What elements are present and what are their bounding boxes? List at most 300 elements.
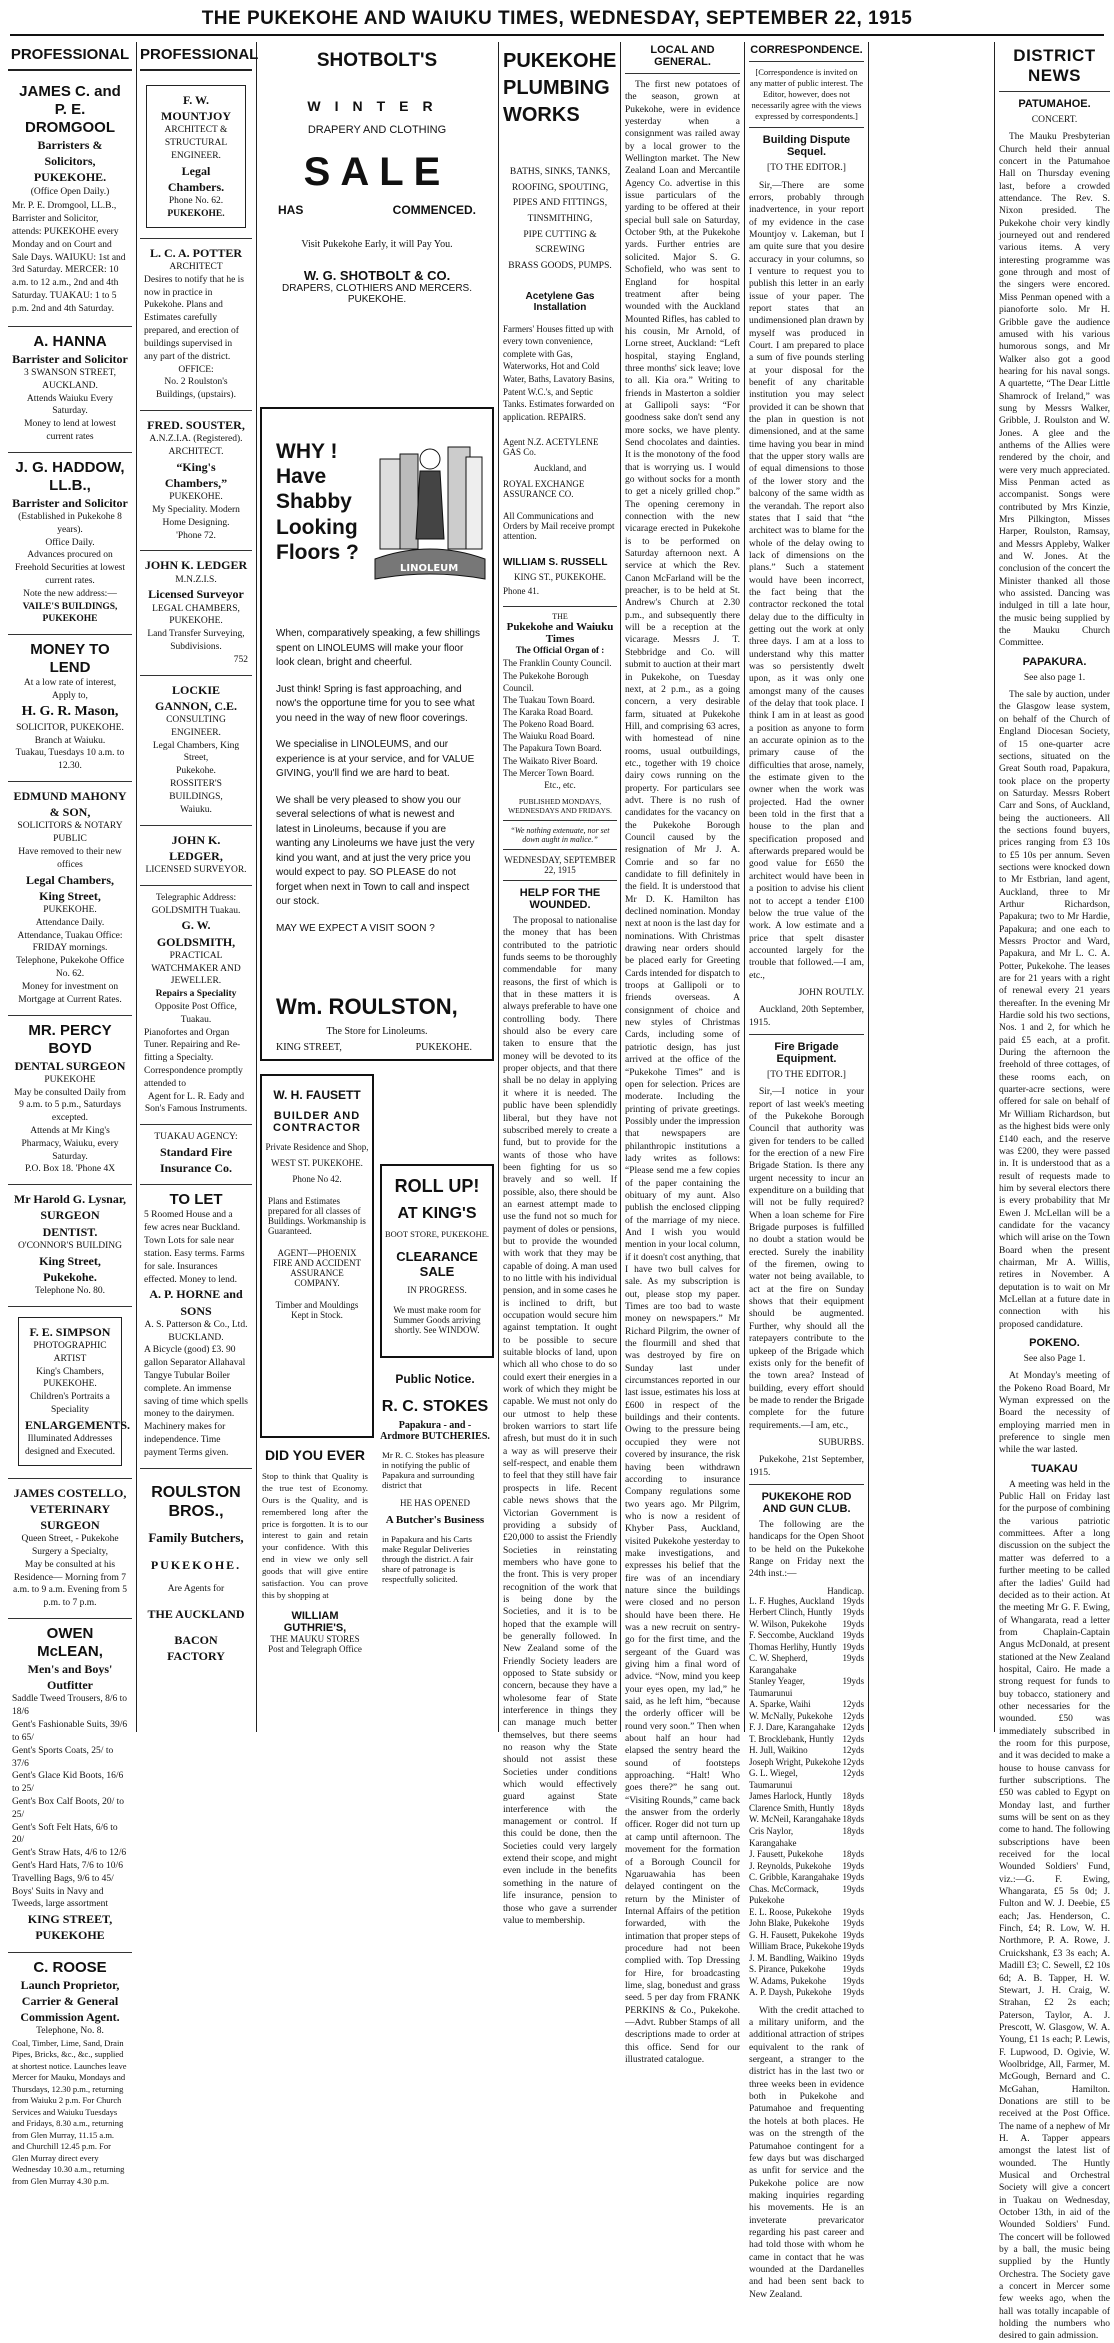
ad-town: PUKEKOHE. (43, 1379, 97, 1390)
handicap-name: Thomas Herlihy, Huntly (749, 1641, 837, 1652)
ad-note: O'CONNOR'S BUILDING (18, 1240, 122, 1251)
handicap-name: H. Jull, Waikino (749, 1745, 808, 1756)
article-patumahoe (999, 98, 1110, 650)
ad-note: OFFICE: (178, 364, 214, 375)
ad-role: SOLICITORS & NOTARY PUBLIC (17, 821, 123, 845)
ad-name: A. HANNA (33, 332, 107, 350)
ad-name: MONEY TO LEND (30, 641, 110, 677)
price-item: Gent's Fashionable Suits, 39/6 to 65/ (12, 1720, 128, 1743)
table-row (749, 1699, 864, 1711)
article-title: Building Dispute Sequel. (762, 134, 851, 159)
handicap-name: E. L. Roose, Pukekohe (749, 1906, 832, 1917)
ad-body: We specialise in LINOLEUMS, and our experience is at your service, and for VALUE GIVING, you'll find we are hard to beat. (276, 739, 475, 779)
handicap-name: W. Adams, Pukekohe (749, 1975, 827, 1986)
ad-address: King Street, Pukekohe. (39, 1253, 101, 1284)
ad-note: My Speciality. Modern Home Designing. (152, 504, 240, 528)
ad-phone: Phone No 42. (292, 1174, 342, 1184)
article-body: At Monday's meeting of the Pokeno Road Board, Mr Wyman expressed on the Board the necessity of employing married men in preference to single men while the war lasted. (999, 1371, 1110, 1456)
handicap-yards: 12yds (842, 1699, 864, 1710)
handicap-yards: 19yds (842, 1975, 864, 1986)
ad-headline: PLUMBING (503, 77, 610, 99)
ad-address: Opposite Post Office, Tuakau. (155, 1001, 237, 1025)
ad-mclean (8, 1619, 132, 1953)
ad-note: Are Agents for (167, 1583, 225, 1594)
table-row (749, 1619, 864, 1631)
ad-name: H. G. R. Mason, (21, 703, 119, 719)
ad-note: THE MAUKU STORES (270, 1633, 360, 1644)
ad-town: PUKEKOHE. (43, 905, 97, 916)
handicap-yards: 19yds (842, 1941, 864, 1952)
handicap-yards: 19yds (842, 1872, 864, 1883)
ad-role: SURGEON DENTIST. (40, 1208, 100, 1239)
handicap-yards: 12yds (842, 1745, 864, 1756)
ad-tuakau-agency (140, 1125, 252, 1185)
article-title: PATUMAHOE. (1018, 98, 1091, 110)
ad-role: PRACTICAL WATCHMAKER AND JEWELLER. (151, 950, 241, 987)
ad-name: OWEN McLEAN, (37, 1625, 103, 1661)
ad-name: EDMUND MAHONY & SON, (13, 789, 127, 820)
ad-name: A. P. HORNE and SONS (149, 1287, 243, 1318)
handicap-yards: 19yds (842, 1641, 864, 1652)
ad-address: 3 SWANSON STREET, AUCKLAND. (24, 367, 116, 391)
column-heading: PROFESSIONAL (140, 42, 252, 71)
ad-cred: M.N.Z.I.S. (175, 574, 217, 585)
article-title: POKENO. (1029, 1337, 1080, 1349)
ad-body: Just think! Spring is fast approaching, and now's the opportune time for you to see what you need in the way of new floor coverings. (276, 683, 475, 724)
ad-note: Money to lend at lowest current rates (24, 419, 116, 442)
ad-role: Barristers & Solicitors, (37, 138, 103, 169)
ad-body: At a low rate of interest, (23, 678, 117, 689)
ad-note: (Established in Pukekohe 8 years). (18, 511, 122, 535)
article-title: TUAKAU (1031, 1462, 1078, 1475)
table-row (749, 1930, 864, 1942)
article-tuakau (999, 1463, 1110, 2343)
article-body: With the credit attached to a military uniform, and the additional attraction of stripes equivalent to the rank of sergeant, a stranger to the district has in the last two or three weeks been in evidence both in Pukekohe and Patumahoe and frequenting the hotels at both places. He was on the strength of the Patumahoe contingent for a few days but was discharged as unfit for service and the Pukekohe police are now making inquiries regarding his movements. He is an inveterate prevaricator regarding his past career and had told those with whom he came in contact that he was wounded at the Dardanelles and had been sent back to New Zealand. (749, 2005, 864, 2300)
table-row (749, 1918, 864, 1930)
organ-list (503, 657, 617, 791)
handicap-yards: 19yds (842, 1987, 864, 1998)
article-title: LOCAL AND GENERAL. (650, 44, 715, 68)
ad-phone: 'Phone 72. (176, 530, 216, 541)
ad-headline: Acetylene Gas Installation (525, 290, 595, 313)
handicap-name: Herbert Clinch, Huntly (749, 1607, 833, 1618)
handicap-yards: 19yds (842, 1860, 864, 1871)
ad-note: AGENT—PHOENIX FIRE AND ACCIDENT ASSURANCE COMPANY. (272, 1248, 361, 1288)
ad-headline: PUKEKOHE (503, 50, 617, 72)
ad-town: PUKEKOHE. (169, 616, 223, 627)
list-item: The Karaka Road Board. (503, 707, 593, 718)
article-subtitle: CONCERT. (1031, 115, 1078, 125)
ad-phone: Phone No. 62. (168, 196, 224, 207)
handicap-name: W. McNally, Pukekohe (749, 1710, 833, 1721)
ad-name: LOCKIE GANNON, C.E. (154, 682, 237, 713)
ad-body: Have removed to their new offices (18, 847, 122, 870)
handicap-name: Joseph Wright, Pukekohe (749, 1756, 841, 1767)
table-row (749, 1814, 864, 1826)
article-note: See also page 1. (1023, 672, 1086, 683)
article-body: The following are the handicaps for the Open Shoot to be held on the Pukekohe Range on Friday next the 24th inst.:— (749, 1519, 864, 1580)
ad-name: JOHN K. LEDGER (144, 558, 248, 573)
ad-souster (140, 411, 252, 551)
ad-phone: Telephone No. 80. (34, 1285, 106, 1296)
column-plumbing-and-editorial (503, 42, 617, 1926)
masthead-title: THE PUKEKOHE AND WAIUKU TIMES, WEDNESDAY, SEPTEMBER 22, 1915 (201, 8, 913, 29)
handicap-yards: 19yds (842, 1676, 864, 1687)
article-pokeno (999, 1337, 1110, 1457)
handicap-yards: 18yds (842, 1802, 864, 1813)
handicap-name: J. Reynolds, Pukekohe (749, 1860, 831, 1871)
handicap-yards: 19yds (842, 1964, 864, 1975)
ad-name: TO LET (169, 1191, 223, 1209)
ad-role: LICENSED SURVEYOR. (145, 864, 247, 875)
ad-headline: ROLL UP! (394, 1176, 480, 1196)
ad-body: May be consulted Daily from 9 a.m. to 5 p.m., Saturdays excepted. (14, 1087, 126, 1124)
column-rule (498, 42, 499, 1732)
handicap-yards: 12yds (842, 1710, 864, 1721)
handicap-yards: 19yds (842, 1952, 864, 1963)
article-papakura (999, 656, 1110, 1331)
column-rule (620, 42, 621, 1732)
price-item: Gent's Glace Kid Boots, 16/6 to 25/ (12, 1771, 124, 1795)
table-row (749, 1953, 864, 1965)
ad-headline: WORKS (503, 104, 580, 126)
ad-body: Children's Portraits a Speciality (30, 1392, 110, 1416)
article-body: The proposal to nationalise the money that has been contributed to the patriotic funds seems to be thoroughly commendable for many reasons, the first of which is that in these matters it is always preferable to have one controlling body. There should also be every care taken to ensure that the money will be devoted to its proper objects, and that there shall be no delay in applying it where it is needed. The public have been splendidly liberal, but they have not subscribed merely to create a fund, but to provide for the wants of those who have been fighting for us so bravely and so well. If possible, also, there should be an earnest attempt made to use the fund not so much for payment of doles or pensions, but to provide the wounded with work that they may be capable of doing. A man used to no little with his individual pension, and in some cases he is inclined to drift, but occupation would secure him against temptation. It ought to be possible to secure suitable blocks of land, upon which all who chose to do so could exert their energies in a work of which they might be capable. We must not only do our utmost to help these broken warriors to start life afresh, but must do it in such a way as will preserve their self-respect, and enable them to feel that they still have fair prospects in life. Recent cable news shows that the Victorian Government is providing a subsidy of £20,000 to assist the Friendly Societies in reinstating members who have gone to the front. This is very proper recognition of the work that is being done by the Societies, and it is to be hoped that the example will be generally followed. In New Zealand some of the Friendly Society leaders are opposed to State subsidy or concern, because they have a wholesome fear of State interference in things they can manage much better themselves, but there seems no reason why the State should not assist these Societies under conditions which would effectively guard against State interference with the management or control. If this could be done, then the Societies could very largely extend their scope, and might even include in the benefits something in the nature of life insurance, pension to those who gave a surrender value to membership. (503, 916, 617, 1926)
ad-mountjoy (140, 77, 252, 239)
ad-address: No. 2 Roulston's Buildings, (upstairs). (156, 377, 236, 401)
ad-headline: SALE (303, 150, 451, 194)
ad-name: TUAKAU AGENCY: (154, 1132, 238, 1143)
ad-brand: LINOLEUM (400, 563, 459, 574)
ad-address: KING STREET, PUKEKOHE (27, 1912, 113, 1943)
ad-name: JAMES C. and P. E. DROMGOOL (19, 83, 121, 136)
ad-hanna (8, 327, 132, 453)
ad-town: PUKEKOHE. (33, 170, 107, 185)
ad-note: Note the new address:— (23, 588, 117, 599)
article-note: See also Page 1. (1023, 1354, 1086, 1364)
ad-note: A Butcher's Business (385, 1514, 485, 1526)
column-local-and-general (625, 42, 740, 2065)
ad-address: VAILE'S BUILDINGS, PUKEKOHE (22, 601, 118, 625)
article-date: Pukekohe, 21st September, 1915. (749, 1455, 864, 1478)
ad-town: PUKEKOHE. (150, 1557, 242, 1572)
table-row (749, 1791, 864, 1803)
handicap-name: A. P. Daysh, Pukekohe (749, 1987, 832, 1998)
article-title: PAPAKURA. (1022, 655, 1087, 668)
column-correspondence (749, 42, 864, 2300)
ad-role: Barrister and Solicitor (12, 351, 128, 366)
ad-line: Looking (276, 515, 358, 539)
section-title: DISTRICT NEWS (1013, 46, 1096, 85)
column-rule (256, 42, 257, 1732)
handicap-yards: 18yds (842, 1825, 864, 1836)
column-heading: PROFESSIONAL (8, 42, 132, 71)
ad-body: When, comparatively speaking, a few shillings spent on LINOLEUMS will make your floor look clean, bright and cheerful. (276, 628, 480, 668)
handicap-yards: 19yds (842, 1918, 864, 1929)
ad-body: Pianofortes and Organ Tuner. Repairing and Re-fitting a Specialty. Correspondence promptly attended to (144, 1027, 243, 1089)
ad-town: BUCKLAND. (168, 1332, 224, 1343)
table-row (749, 1722, 864, 1734)
ad-line: COMMENCED. (392, 203, 476, 217)
article-body: The Mauku Presbyterian Church held their annual concert in the Patumahoe Hall on Thursday evening last, before a crowded attendance. The Rev. S. Nixon presided. The Pukekohe choir very kindly journeyed out and rendered various items. A very interesting programme was gone through and most of the singers were encored. Miss Penman opened with a pianoforte solo. Mr H. Gribble gave the audience amused with his various humorous songs, and Mr Walker also got a good hearing for his naval songs. A quartette, “The Dear Little Shamrock of Ireland,” was sung by Messrs Walker, Gribble, J. Roulston and W. Jones. A glee and the anthems of the Allies were rendered by the choir, and were very much appreciated. Miss Penman acted as accompanist. Songs were contributed by Mrs Kinzie, Mrs Pilkington, Misses Harper, Roulston, Ramsay, and Messrs Appleby, Walker and W. Jones. At the conclusion of the concert the Minister thanked all those who assisted. Dancing was indulged in till a late hour, the music being supplied by the Mauku Church Committee. (999, 132, 1110, 649)
ad-roll-up (380, 1164, 494, 1358)
ad-note: Surgery a Specialty, (32, 1547, 108, 1558)
ad-role: DENTAL SURGEON (14, 1058, 126, 1073)
article-title: PUKEKOHE ROD AND GUN CLUB. (761, 1490, 852, 1515)
ad-name: Mr Harold G. Lysnar, (13, 1192, 127, 1207)
article-note: [TO THE EDITOR.] (767, 163, 846, 174)
ad-body: Coal, Timber, Lime, Sand, Drain Pipes, Bricks, &c., &c., supplied at shortest notice. Launches leave Mercer for Mauku, Mondays and Thursdays, 12.30 p.m., returning from Waiuku 2 p.m. For Church Services and Waiuku Tuesdays and Fridays, 8.30 a.m., returning from Glen Murray, 11.15 a.m. and Churchill 12.45 p.m. For Glen Murray direct every Wednesday 10.30 a.m., returning from Glen Murray 4.30 p.m. (12, 2038, 127, 2186)
ad-lysnar (8, 1185, 132, 1307)
ad-phone: Telephone, No. 8. (36, 2026, 104, 2037)
ad-body: Land Transfer Surveying, Subdivisions. (147, 629, 245, 652)
handicap-name: F. J. Dare, Karangahake (749, 1722, 836, 1733)
ad-body: Desires to notify that he is now in practice in Pukekohe. Plans and Estimates carefully prepared, and erection of buildings supervised in any part of the district. (144, 274, 244, 362)
ad-name: JAMES COSTELLO, (13, 1485, 127, 1500)
handicap-yards: 19yds (842, 1929, 864, 1940)
list-item: The Pukekohe Borough Council. (503, 670, 589, 693)
ad-roulston-bros (140, 1469, 252, 1672)
ad-note: BOOT STORE, PUKEKOHE. (384, 1229, 490, 1239)
ad-did-you-ever (260, 1447, 370, 1737)
handicap-yards: 19yds (842, 1906, 864, 1917)
ad-name: Wm. ROULSTON, (276, 994, 458, 1019)
ad-role: VETERINARY SURGEON (29, 1501, 111, 1533)
ad-note: IN PROGRESS. (407, 1285, 467, 1295)
ad-note: Branch at Waiuku. (34, 735, 106, 746)
ad-role: CONTRACTOR (272, 1122, 361, 1134)
ad-body: Stop to think that Quality is the true test of Economy. Ours is the Quality, and is remembered long after the price is forgotten. It is to our interest to gain and retain your confidence. With this end in view we only sell goods that will give entire satisfaction. You can prove this by shopping at (262, 1471, 368, 1600)
handicap-name: Cris Naylor, Karangahake (749, 1825, 797, 1848)
article-body: Sir,—There are some errors, probably through inadvertence, in your report of my evidence in the case Mountjoy v. Lakeman, but I am quite sure that you desire accuracy in your columns, so I venture to request you to publish this letter in an early issue of your paper. The report states that an undimensioned plan drawn by myself was produced in Court. I am prepared to place a sum of five pounds sterling at your disposal for the benefit of any charitable institution you may select provided it can be shown that the plan in question is not dimensioned, and at the same time having you bear in mind that the upper story walls are of equal dimensions to those of the lower story and the balcony of the same width as the verandah. The report also states that I said that “the architect was to blame for the whole of the delay owing to lack of dimensions on the plans.” Such a statement would have been incorrect, the fact being that the contractor reckoned the total delay due to the difficulty in getting out the work at only three days. I am at a loss to understand why this matter was so persistently dwelt upon, as it was only one amongst many of the causes of the delay that took place. I think I am in at least as good a position as anyone to form an accurate opinion as to the primary cause of the difficulties that arose, namely, the estimate given to the owner when the work was projected. Had the owner been told in the first that a house to the plan and specification proposed and afterwards prepared would be good value for £650 the architect would have been in a position to advise his client not to accept a tender £100 below the true value of the work. A low estimate and a price that spelt disaster accounted largely for the trouble that followed.—I am, etc., (749, 180, 864, 981)
ad-note: ROYAL EXCHANGE ASSURANCE CO. (503, 479, 585, 500)
ad-headline: AT KING'S (397, 1205, 477, 1222)
handicap-name: G. H. Fausett, Pukekohe (749, 1929, 837, 1940)
paper-title: Pukekohe and Waiuku Times (506, 621, 614, 646)
table-row (749, 1872, 864, 1884)
price-item: Gent's Soft Felt Hats, 6/6 to 20/ (12, 1822, 118, 1846)
ad-body: 5 Roomed House and a few acres near Buckland. Town Lots for sale near station. Easy terms. Farms for sale. Insurances effected. Money to lend. (144, 1210, 245, 1285)
table-row (749, 1653, 864, 1676)
table-row (749, 1826, 864, 1849)
ad-body: Mr R. C. Stokes has pleasure in notifying the public of Papakura and surrounding district that (382, 1450, 485, 1490)
ad-town: Waiuku. (180, 804, 212, 815)
ad-simpson (8, 1307, 132, 1479)
ad-place: Legal Chambers, King Street, (152, 740, 240, 764)
ad-role: SOLICITOR, PUKEKOHE. (16, 722, 124, 733)
handicap-name: A. Sparke, Waihi (749, 1699, 811, 1710)
ad-name: L. C. A. POTTER (149, 245, 242, 260)
ad-body: MAY WE EXPECT A VISIT SOON ? (276, 922, 435, 934)
list-item: BATHS, SINKS, TANKS, (509, 167, 611, 177)
ad-place: “King's Chambers,” (164, 459, 228, 490)
table-header: Handicap. (827, 1585, 864, 1596)
ad-line: Floors ? (276, 540, 359, 564)
handicap-name: Stanley Yeager, Taumarunui (749, 1676, 805, 1698)
handicap-name: James Harlock, Huntly (749, 1791, 832, 1802)
ad-line: Have (276, 465, 327, 489)
ad-note: HE HAS OPENED (399, 1498, 470, 1508)
table-row (749, 1630, 864, 1642)
handicap-yards: 19yds (842, 1595, 864, 1606)
column-display-ads (260, 42, 494, 1732)
ad-body: We shall be very pleased to show you our several selections of what is newest and latest in Linoleums, because if you are wanting any Linoleums we have just the very kind you want, and at just the very price you would expect to pay. SO PLEASE do not forget when next in Town to call and inspect our stock. (276, 794, 475, 907)
column-rule (994, 42, 995, 1732)
ad-note: A. S. Patterson & Co., Ltd. (144, 1319, 248, 1330)
ad-name: G. W. GOLDSMITH, (156, 918, 236, 949)
ad-name: F. W. MOUNTJOY (161, 93, 231, 124)
ad-body: May be consulted at his Residence— Morning from 7 a.m. to 9 a.m. Evening from 5 p.m. to 7 p.m. (13, 1559, 127, 1609)
ad-costello (8, 1479, 132, 1619)
ad-note: Repairs a Speciality (155, 989, 237, 1000)
ad-dromgool (8, 77, 132, 327)
article-title: HELP FOR THE WOUNDED. (519, 887, 601, 911)
ad-town: WEST ST. PUKEKOHE. (271, 1158, 363, 1168)
handicap-name: S. Pirance, Pukekohe (749, 1964, 826, 1975)
table-row (749, 1987, 864, 1999)
ad-place: LEGAL CHAMBERS, (152, 603, 240, 614)
ad-role: BUILDER AND (273, 1110, 361, 1122)
masthead (0, 0, 1114, 42)
article-signature: SUBURBS. (818, 1437, 864, 1448)
ad-place: Legal Chambers. (167, 163, 225, 194)
ad-note: ROSSITER'S BUILDINGS, (169, 779, 223, 802)
table-row (749, 1642, 864, 1654)
ad-role: Men's and Boys' Outfitter (27, 1662, 113, 1693)
ad-line: WINTER (307, 98, 447, 114)
ad-public-notice (380, 1372, 490, 1742)
ad-fausett (260, 1074, 374, 1438)
table-row (749, 1964, 864, 1976)
ad-linoleum (260, 407, 494, 1061)
ad-note: THE AUCKLAND (147, 1606, 245, 1621)
ad-body: Plans and Estimates prepared for all classes of Buildings. Workmanship is Guaranteed. (268, 1196, 366, 1236)
price-item: Saddle Tweed Trousers, 8/6 to 18/6 (12, 1694, 128, 1718)
ad-note: The Store for Linoleums. (326, 1026, 428, 1037)
ad-town: PUKEKOHE. (169, 492, 223, 503)
ad-name: FRED. SOUSTER, (147, 417, 245, 432)
handicap-name: T. Brocklebank, Huntly (749, 1733, 834, 1744)
ad-cred: A.N.Z.I.A. (Registered). (149, 434, 243, 445)
handicap-name: C. Gribble, Karangahake (749, 1872, 839, 1883)
ad-headline: CLEARANCE SALE (396, 1249, 478, 1279)
handicap-name: Clarence Smith, Huntly (749, 1802, 835, 1813)
column-rule (744, 42, 745, 1732)
ad-role: Family Butchers, (148, 1530, 244, 1545)
table-row (749, 1734, 864, 1746)
list-item: The Mercer Town Board. (503, 767, 595, 778)
handicap-name: L. F. Hughes, Auckland (749, 1595, 835, 1606)
ad-name: W. G. SHOTBOLT & CO. (303, 268, 451, 283)
ad-line: HAS (278, 203, 304, 217)
ad-role: ARCHITECT & STRUCTURAL ENGINEER. (164, 125, 228, 161)
handicap-table (749, 1596, 864, 1999)
article-title: CORRESPONDENCE. (750, 44, 863, 56)
ad-to-let (140, 1185, 252, 1468)
linoleum-illustration (370, 419, 488, 589)
ad-town: PUKEKOHE. (415, 1042, 472, 1053)
handicap-name: J. M. Bandling, Waikino (749, 1952, 838, 1963)
ad-note: Agent N.Z. ACETYLENE GAS Co. (503, 437, 599, 458)
article-signature: JOHN ROUTLY. (798, 987, 864, 998)
ad-phone: Phone 41. (503, 586, 539, 597)
plumbing-list (503, 165, 617, 275)
ad-note: Apply to, (52, 691, 88, 702)
price-item: Gent's Sports Coats, 25/ to 37/6 (12, 1745, 114, 1769)
ad-name: F. E. SIMPSON (29, 1324, 111, 1339)
handicap-yards: 19yds (842, 1618, 864, 1629)
table-row (749, 1861, 864, 1873)
handicap-yards: 12yds (842, 1768, 864, 1779)
ad-name: C. ROOSE (33, 1958, 107, 1976)
ad-note: Telegraphic Address: GOLDSMITH Tuakau. (151, 892, 241, 916)
price-item: Gent's Box Calf Boots, 20/ to 25/ (12, 1796, 125, 1820)
handicap-yards: 12yds (842, 1722, 864, 1733)
article-note: [Correspondence is invited on any matter of public interest. The Editor, however, does not necessarily agree with the views expressed by correspondents.] (749, 67, 864, 122)
ad-body: Mr. P. E. Dromgool, LL.B., Barrister and Solicitor, attends: PUKEKOHE every Monday and on Court and Sale Days. WAIUKU: 1st and 3rd Saturday. MERCER: 10 a.m. to 12 a.m., 2nd and 4th Saturday. TUAKAU: 1 to 5 p.m. 2nd and 4th Saturday. (12, 201, 126, 314)
ad-name: MR. PERCY BOYD (28, 1021, 112, 1057)
price-list (12, 1693, 128, 1911)
column-rule (868, 42, 869, 1732)
ad-note: Money for investment on Mortgage at Current Rates. (18, 981, 122, 1005)
ad-roose (8, 1953, 132, 2195)
table-row (749, 1768, 864, 1791)
ad-potter (140, 239, 252, 411)
ad-body: Advances procured on Freehold Securities at lowest current rates. (14, 550, 125, 586)
ad-body: Standard Fire Insurance Co. (159, 1145, 233, 1176)
price-item: Boys' Suits in Navy and Tweeds, large assortment (12, 1886, 108, 1910)
ad-note: Timber and Mouldings Kept in Stock. (275, 1300, 359, 1320)
ad-note: Post and Telegraph Office (268, 1643, 362, 1654)
list-item: The Tuakau Town Board. (503, 694, 595, 705)
article-body: The sale by auction, under the Glasgow lease system, on behalf of the Church of England Diocesan Society, of 15 one-quarter acre sections, situated on the Great South road, Papakura, took place on the property on Saturday. Messrs Robert Carr and Sons, of Auckland, being the auctioneers. All the sections found buyers, prices ranging from £3 10s to £5 10s per annum. Seven sections were knocked down to Mr Estbrian, land agent, Auckland, three to Mr Arthur Richardson, Papakura; two to Mr Hardie, Papakura; and one each to Messrs Proctor and Ward, Papakura, and Mr L. C. A. Potter, Pukekohe. The leases are for 21 years with a right of renewal every 21 years thereafter. In the evening Mr Hardie sold his two sections, Nos. 1 and 2, for which he paid £5 each, at a profit. During the afternoon the freehold of three cottages, of these rooms each, on quarter-acre sections, were offered for sale on behalf of Mr William Richardson, but as the highest bids were only £140 each, and the reserve was £200, they were passed in. It is understood that as a result of requests made to him by several electors there is every probability that Mr Ewen J. McLellan will be a candidate for the vacancy which will arise on the Town Board when the present chairman, Mr A. Willis, retires in November. A deputation is to wait on Mr McLellan at a future date in connection with his proposed candidature. (999, 690, 1110, 1330)
ad-number: 752 (233, 654, 248, 665)
article-correspondence (749, 44, 864, 2301)
ad-role: DRAPERS, CLOTHIERS AND MERCERS. (281, 283, 473, 294)
column-rule (136, 42, 137, 1732)
table-row (749, 1941, 864, 1953)
list-item: The Waikato River Board. (503, 755, 598, 766)
ad-name: WILLIAM GUTHRIE'S, (283, 1609, 347, 1634)
handicap-name: John Blake, Pukekohe (749, 1918, 830, 1929)
ad-money-to-lend (8, 635, 132, 782)
ad-role: Licensed Surveyor (148, 587, 244, 602)
table-row (749, 1849, 864, 1861)
ad-town: PUKEKOHE. (347, 294, 407, 305)
ad-town: PUKEKOHE (44, 1074, 96, 1085)
price-item: Travelling Bags, 9/6 to 45/ (12, 1873, 114, 1884)
organ-subtitle: The Official Organ of : (515, 645, 605, 656)
ad-note: Office Daily. (45, 537, 95, 548)
ad-town: PUKEKOHE. (167, 209, 225, 219)
column-district-news (999, 42, 1110, 2342)
ad-body: A Bicycle (good) £3. 90 gallon Separator Allahaval Tangye Tubular Boiler complete. An immense saving of time which spells money to the dairymen. Machinery makes for independence. Time payment Terms given. (144, 1345, 248, 1458)
article-note: [TO THE EDITOR.] (767, 1069, 846, 1080)
table-row (749, 1907, 864, 1919)
ad-headline: Public Notice. (395, 1372, 475, 1386)
handicap-yards: 12yds (842, 1756, 864, 1767)
handicap-yards: 19yds (842, 1630, 864, 1641)
ad-place: Legal Chambers, King Street, (26, 872, 114, 903)
article-body: A meeting was held in the Public Hall on Friday last for the purpose of combining the various patriotic committees. After a long discussion on the subject the matter was deferred to a further meeting to be called after the ladies' Guild had decided as to their action. At the meeting Mr G. F. Ewing, of Whangarata, read a letter from Chaplain-Captain Angus McDonald, at present stationed at the New Zealand hospital, Cairo. He made a strong request for funds to buy tobacco, stationery and other necessaries for the wounded. £50 was immediately subscribed in the room for this purpose, and it was decided to make a house to house canvass for further subscriptions. The £50 was cabled to Egypt on Monday last, and further sums will be sent on as they come to hand. The following subscriptions have been received for the local Wounded Soldiers' Fund, viz.:—G. F. Ewing, Whangarata, £5 5s 0d; J. Fulton and W. J. Deebie, £5 each; Jas. Henderson, C. Finch, £4; R. Low, W. H. Northmore, P. A. Rowe, J. Cruickshank, £3 3s each; A. Madill £3; C. Sewell, £2 10s 6d; A. B. Tapper, H. W. Stewart, J. H. Craig, W. Strahan, £2 2s each; Paterson, Taylor, A. J. Prescott, W. Glasgow, W. A. Young, £1 1s each; P. Lewis, F. Lupwood, D. Ogivie, W. Woolbridge, All, Farmer, M. McGough, Bernard and C. McGahan, Hamilton. Donations are still to be received at the Post Office. The name of a nephew of Mr H. A. Tapper appears amongst the latest list of wounded. The Huntly Musical and Orchestral Society will give a concert in Tuakau on Wednesday, October 13th, in aid of the Wounded Soldiers' Fund. The concert will be followed by a ball, the music being supplied by the Huntly Orchestra. The Society gave a concert in Mercer some few weeks ago, when the hall was totally incapable of holding the numbers who desired to gain admission. (999, 1479, 1110, 2342)
ad-note: P.O. Box 18. 'Phone 4X (24, 1164, 116, 1175)
article-title: Fire Brigade Equipment. (774, 1040, 839, 1065)
ad-ledger (140, 551, 252, 675)
handicap-name: Chas. McCormack, Pukekohe (749, 1883, 819, 1906)
ad-name: JOHN K. LEDGER, (169, 832, 223, 863)
ad-note: Auckland, and (533, 463, 587, 474)
list-item: Etc., etc. (544, 779, 576, 790)
